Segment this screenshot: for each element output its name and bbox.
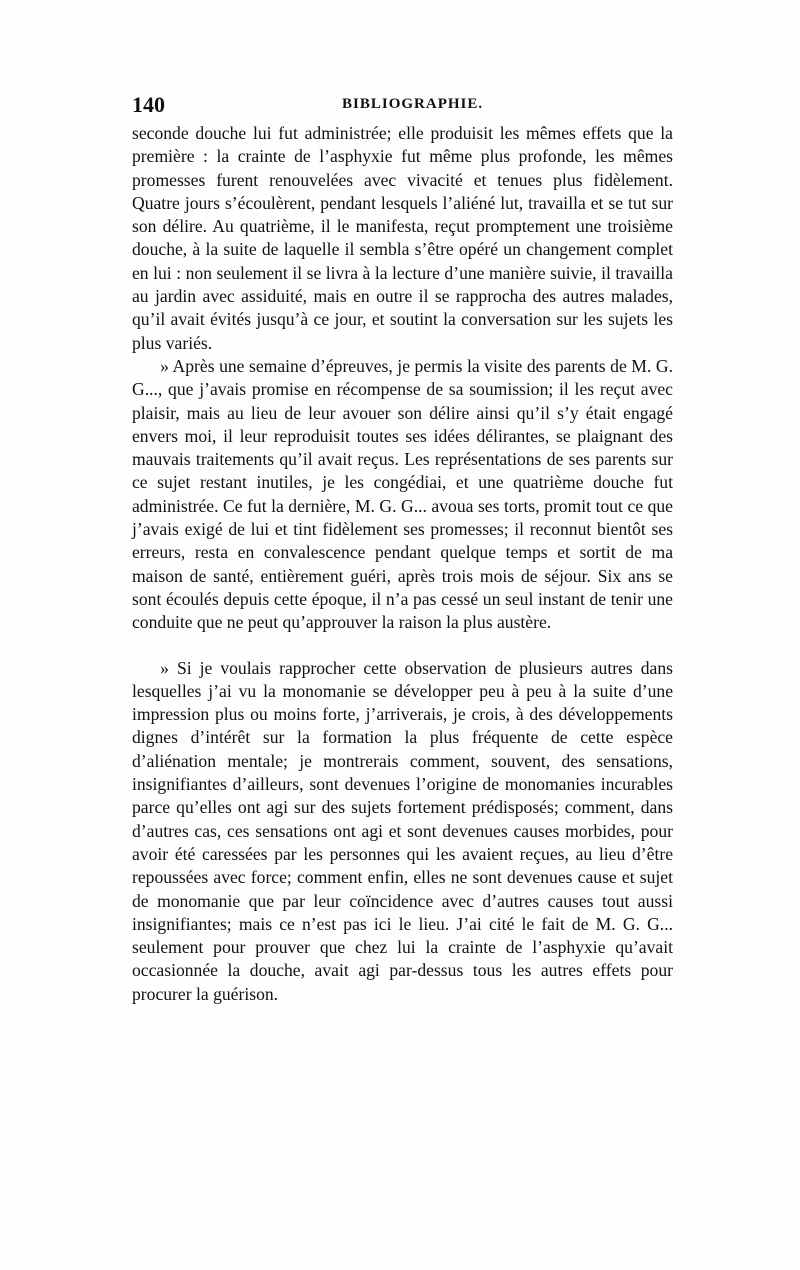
paragraph-gap [132, 635, 673, 657]
paragraph-observation: » Si je voulais rapprocher cette observation de plusieurs autres dans lesquelles j’ai vu la monomanie se développer peu à peu à la suite d’une impression plus ou moins forte, j’arriverais, je crois, à des développements dignes d’intérêt sur la formation la plus fréquente de cette espèce d’aliénation mentale; je montrerais comment, souvent, des sensations, insignifiantes d’ailleurs, sont devenues l’origine de monomanies incurables parce qu’elles ont agi sur des sujets fortement prédisposés; comment, dans d’autres cas, ces sensations ont agi et sont devenues causes morbides, pour avoir été caressées par les personnes qui les avaient reçues, au lieu d’être repoussées avec force; comment enfin, elles ne sont devenues cause et sujet de monomanie que par leur coïncidence avec d’autres causes tout aussi insignifiantes; mais ce n’est pas ici le lieu. J’ai cité le fait de M. G. G... seulement pour prouver que chez lui la crainte de l’asphyxie qu’avait occasionnée la douche, avait agi par-dessus tous les autres effets pour procurer la guérison. [132, 657, 673, 1004]
running-head [132, 92, 672, 118]
paragraph-epreuves: » Après une semaine d’épreuves, je permis la visite des parents de M. G. G..., que j’avais promise en récompense de sa soumission; il les reçut avec plaisir, mais au lieu de leur avouer son délire ainsi qu’il s’y était engagé envers moi, il leur reproduisit toutes ses idées délirantes, se plaignant des mauvais traitements qu’il avait reçus. Les représentations de ses parents sur ce sujet restant inutiles, je les congédiai, et une quatrième douche fut administrée. Ce fut la dernière, M. G. G... avoua ses torts, promit tout ce que j’avais exigé de lui et tint fidèlement ses promesses; il reconnut bientôt ses erreurs, resta en convalescence pendant quelque temps et sortit de ma maison de santé, entièrement guéri, après trois mois de séjour. Six ans se sont écoulés depuis cette époque, il n’a pas cessé un seul instant de tenir une conduite que ne peut qu’approuver la raison la plus austère. [132, 355, 673, 633]
running-title: BIBLIOGRAPHIE. [342, 96, 484, 112]
paragraph-continued: seconde douche lui fut administrée; elle produisit les mêmes effets que la première : la crainte de l’asphyxie fut même plus profonde, les mêmes promesses furent renouvelées avec vivacité et tenues plus fidèlement. Quatre jours s’écoulèrent, pendant lesquels l’aliéné lut, travailla et se tut sur son délire. Au quatrième, il le manifesta, reçut promptement une troisième douche, à la suite de laquelle il sembla s’être opéré un changement complet en lui : non seulement il se livra à la lecture d’une manière suivie, il travailla au jardin avec assiduité, mais en outre il se rapprocha des autres malades, qu’il avait évités jusqu’à ce jour, et soutint la conversation sur les sujets les plus variés. [132, 123, 673, 353]
body-text [132, 122, 673, 1006]
page-number: 140 [132, 92, 165, 117]
